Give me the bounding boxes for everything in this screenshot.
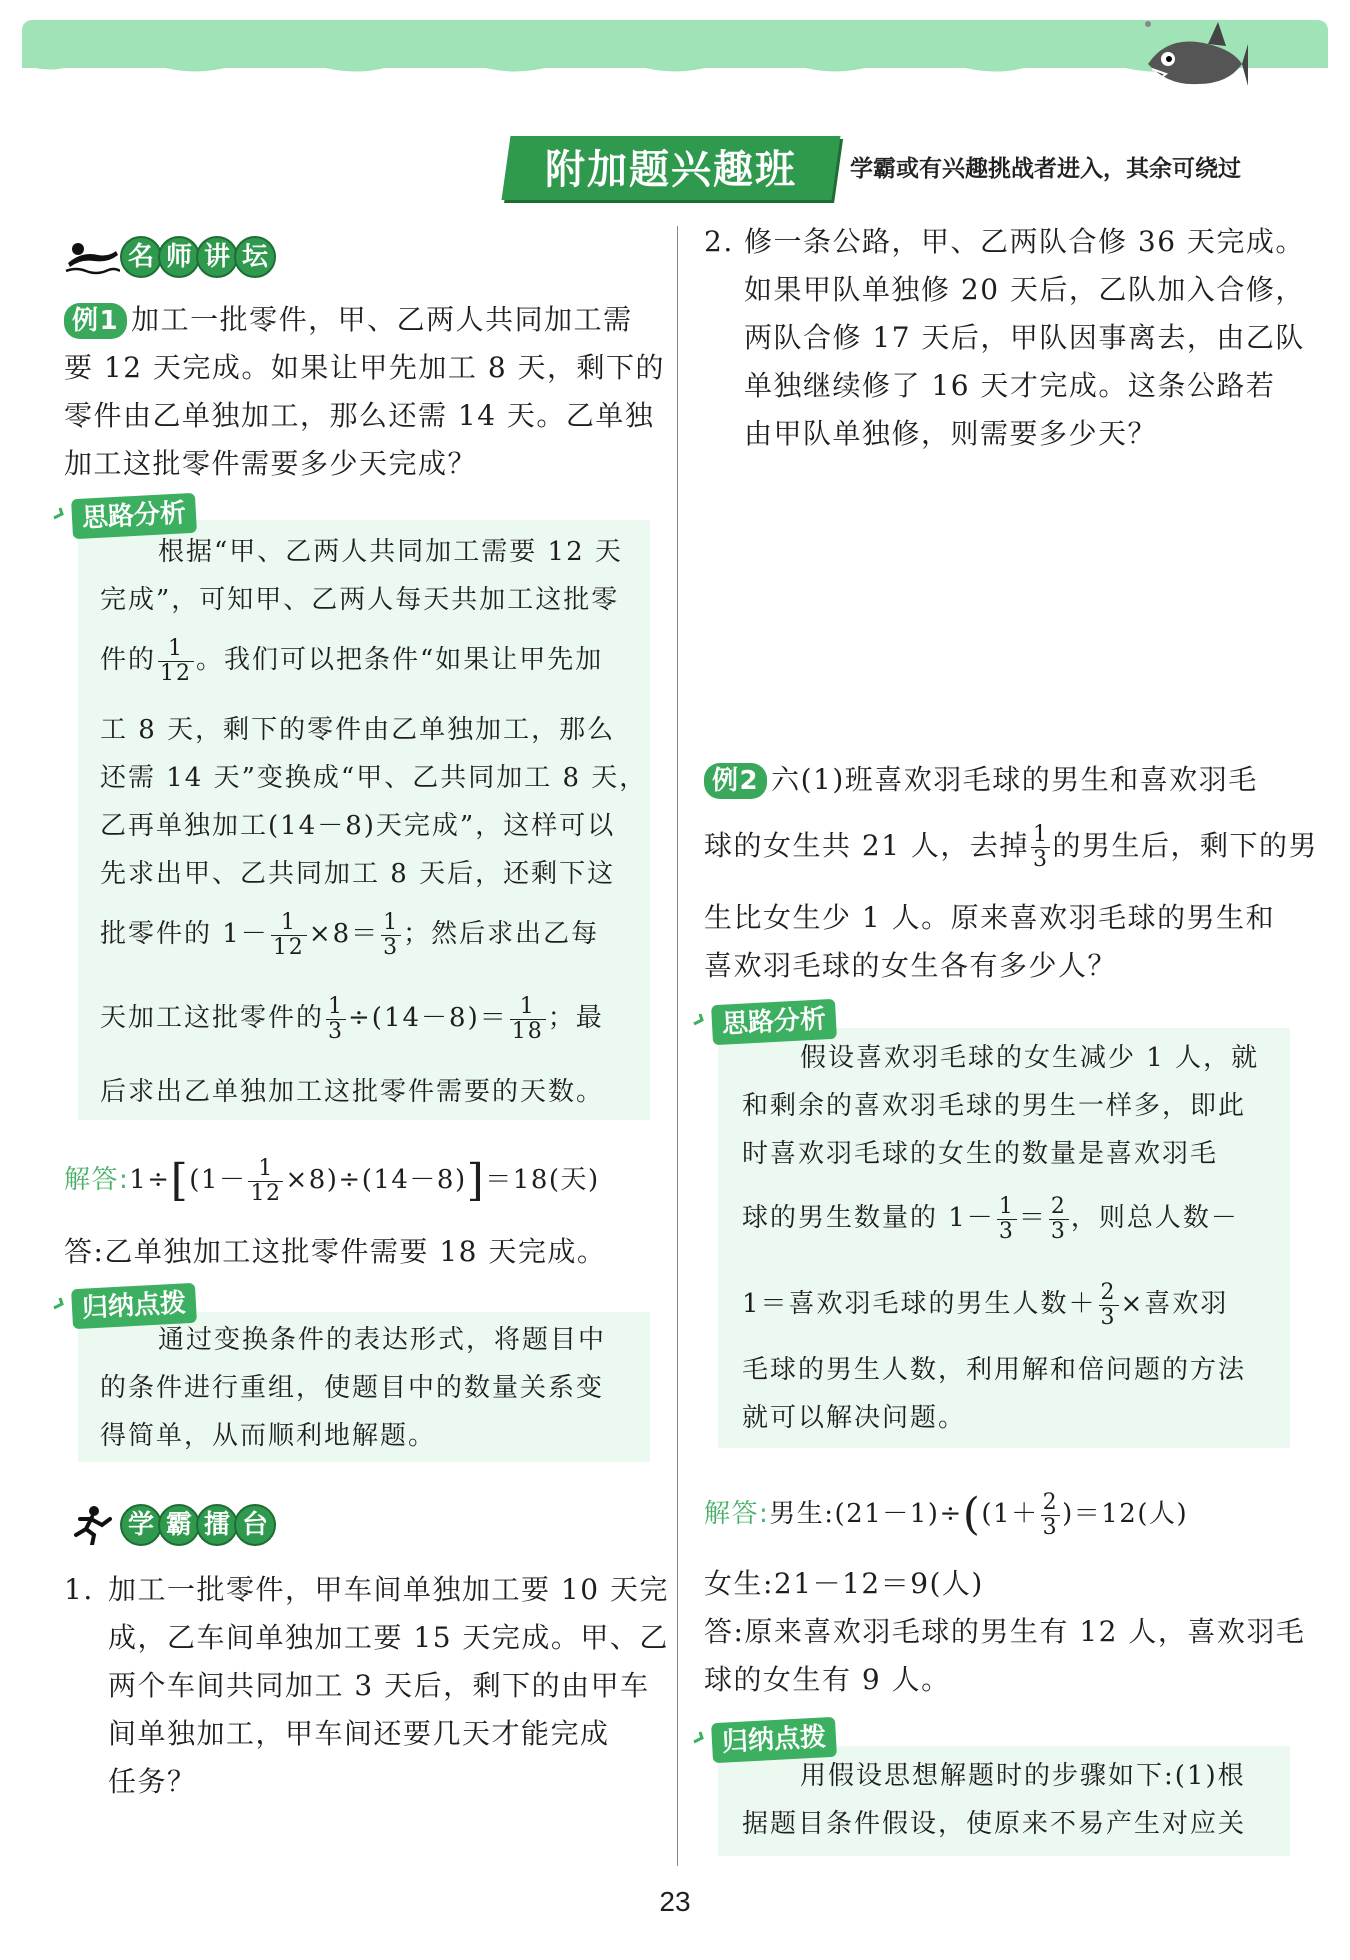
example2-line1: 例2 六(1)班喜欢羽毛球的男生和喜欢羽毛	[704, 756, 1258, 804]
analysis-line: 批零件的 1－ $\frac{1}{12}$ ×8＝ $\frac{1}{3}$ ；然后求出乙每	[100, 909, 600, 960]
summary-line: 通过变换条件的表达形式，将题目中	[158, 1325, 607, 1355]
tag-mark-icon	[692, 1010, 712, 1034]
analysis-line: 时喜欢羽毛球的女生的数量是喜欢羽毛	[742, 1139, 1219, 1169]
section-char: 擂	[196, 1504, 238, 1546]
analysis-tag: 思路分析	[52, 496, 196, 536]
analysis-line: 假设喜欢羽毛球的女生减少 1 人，就	[800, 1043, 1260, 1073]
analysis-line: 后求出乙单独加工这批零件需要的天数。	[100, 1077, 605, 1107]
column-divider	[677, 226, 678, 1866]
banner-title: 附加题兴趣班	[545, 147, 797, 193]
conclusion-line: 答:乙单独加工这批零件需要 18 天完成。	[64, 1235, 607, 1268]
fish-icon	[1138, 14, 1248, 104]
exercise2-line: 由甲队单独修，则需要多少天？	[744, 417, 1158, 450]
section-char: 名	[120, 236, 162, 278]
page-number: 23	[659, 1886, 691, 1917]
analysis-line: 完成”，可知甲、乙两人每天共加工这批零	[100, 585, 620, 615]
example-label: 例2	[704, 763, 767, 799]
example1-line4: 加工这批零件需要多少天完成？	[64, 447, 478, 480]
analysis-tag: 思路分析	[692, 1002, 836, 1042]
example1-line2: 要 12 天完成。如果让甲先加工 8 天，剩下的	[64, 351, 666, 384]
banner-subtitle: 学霸或有兴趣挑战者进入，其余可绕过	[850, 156, 1241, 182]
analysis-line: 和剩余的喜欢羽毛球的男生一样多，即此	[742, 1091, 1247, 1121]
runner-icon	[64, 1505, 120, 1545]
exercise1-line: 任务？	[108, 1765, 197, 1798]
exercise2-line: 两队合修 17 天后，甲队因事离去，由乙队	[744, 321, 1305, 354]
example1-line1: 例1 加工一批零件，甲、乙两人共同加工需	[64, 296, 633, 344]
exercise1-line: 成，乙车间单独加工要 15 天完成。甲、乙	[108, 1621, 669, 1654]
analysis-line: 工 8 天，剩下的零件由乙单独加工，那么	[100, 715, 616, 745]
exercise2-line: 单独继续修了 16 天才完成。这条公路若	[744, 369, 1276, 402]
section-char: 霸	[158, 1504, 200, 1546]
summary-tag: 归纳点拨	[52, 1286, 196, 1326]
section-char: 坛	[234, 236, 276, 278]
analysis-line: 乙再单独加工(14－8)天完成”，这样可以	[100, 811, 616, 841]
analysis-line: 还需 14 天”变换成“甲、乙共同加工 8 天，	[100, 763, 648, 793]
analysis-line: 就可以解决问题。	[742, 1403, 967, 1433]
exercise1-number: 1.	[64, 1573, 94, 1606]
exercise1-line: 加工一批零件，甲车间单独加工要 10 天完	[108, 1573, 669, 1606]
conclusion-line: 球的女生有 9 人。	[704, 1663, 951, 1696]
summary-line: 的条件进行重组，使题目中的数量关系变	[100, 1373, 605, 1403]
example1-line3: 零件由乙单独加工，那么还需 14 天。乙单独	[64, 399, 655, 432]
section-header-teacher-forum	[64, 236, 272, 278]
section-header-top-student-arena	[64, 1504, 272, 1546]
section-char: 讲	[196, 236, 238, 278]
analysis-line: 毛球的男生人数，利用解和倍问题的方法	[742, 1355, 1247, 1385]
answer-line: 解答:1÷[(1－ $\frac{1}{12}$ ×8)÷(14－8)]＝18(天)	[64, 1155, 600, 1206]
conclusion-line: 答:原来喜欢羽毛球的男生有 12 人，喜欢羽毛	[704, 1615, 1306, 1648]
example2-line3: 生比女生少 1 人。原来喜欢羽毛球的男生和	[704, 901, 1276, 934]
exercise1-line: 间单独加工，甲车间还要几天才能完成	[108, 1717, 610, 1750]
exercise1-line: 两个车间共同加工 3 天后，剩下的由甲车	[108, 1669, 650, 1702]
exercise2-line: 如果甲队单独修 20 天后，乙队加入合修，	[744, 273, 1305, 306]
answer-line: 解答:男生:(21－1)÷((1＋ $\frac{2}{3}$ )＝12(人)	[704, 1489, 1189, 1540]
swimmer-icon	[64, 237, 120, 277]
section-char: 台	[234, 1504, 276, 1546]
example2-line4: 喜欢羽毛球的女生各有多少人？	[704, 949, 1118, 982]
analysis-line: 根据“甲、乙两人共同加工需要 12 天	[158, 537, 623, 567]
summary-line: 用假设思想解题时的步骤如下:(1)根	[800, 1761, 1246, 1791]
exercise2-line: 修一条公路，甲、乙两队合修 36 天完成。	[744, 225, 1305, 258]
example-label: 例1	[64, 303, 127, 339]
analysis-line: 先求出甲、乙共同加工 8 天后，还剩下这	[100, 859, 616, 889]
tag-mark-icon	[52, 1294, 72, 1318]
example2-line2: 球的女生共 21 人，去掉 $\frac{1}{3}$ 的男生后，剩下的男	[704, 822, 1318, 872]
exercise2-number: 2.	[704, 225, 734, 258]
analysis-line: 球的男生数量的 1－ $\frac{1}{3}$ ＝ $\frac{2}{3}$ ，则总人数－	[742, 1193, 1239, 1244]
analysis-line: 件的 $\frac{1}{12}$ 。我们可以把条件“如果让甲先加	[100, 635, 604, 686]
summary-line: 据题目条件假设，使原来不易产生对应关	[742, 1809, 1247, 1839]
tag-mark-icon	[692, 1728, 712, 1752]
girls-line: 女生:21－12＝9(人)	[704, 1567, 984, 1600]
summary-tag: 归纳点拨	[692, 1720, 836, 1760]
wave-decoration	[22, 52, 1328, 82]
tag-mark-icon	[52, 504, 72, 528]
summary-line: 得简单，从而顺利地解题。	[100, 1421, 437, 1451]
section-char: 学	[120, 1504, 162, 1546]
analysis-line: 1＝喜欢羽毛球的男生人数＋ $\frac{2}{3}$ ×喜欢羽	[742, 1279, 1229, 1330]
section-char: 师	[158, 236, 200, 278]
analysis-line: 天加工这批零件的 $\frac{1}{3}$ ÷(14－8)＝ $\frac{1}{18}$ ；最	[100, 993, 604, 1044]
